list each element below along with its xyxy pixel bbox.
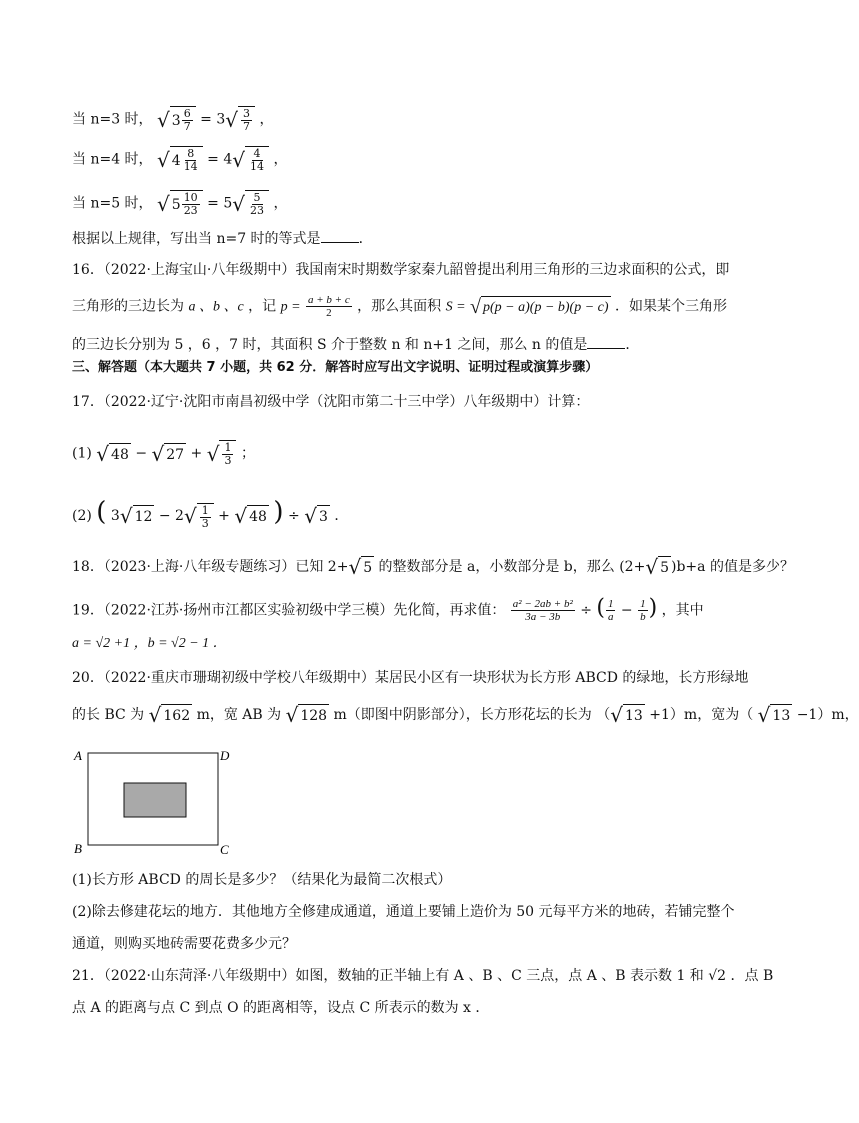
q19-fraction: $\frac{\text{a² − 2ab + b²}}{3a - 3b}$	[512, 598, 573, 623]
q20-line1: 20．（2022·重庆市珊瑚初级中学校八年级期中）某居民小区有一块形状为长方形 ABCD 的绿地，长方形绿地	[72, 670, 749, 686]
p-fraction: $\frac{a + b + c}{2}$	[307, 294, 350, 319]
answer-blank[interactable]	[587, 334, 625, 349]
sqrt-expression: √ 3 $\frac{6}{7}$	[157, 106, 196, 133]
q16-line3: 的三边长分别为 5 ，6 ，7 时，其面积 S 介于整数 n 和 n+1 之间，那么 n 的值是 ．	[72, 334, 639, 355]
q20-sub2-line2: 通道，则购买地砖需要花费多少元？	[72, 936, 296, 952]
q21-line2: 点 A 的距离与点 C 到点 O 的距离相等，设点 C 所表示的数为 x ．	[72, 1000, 490, 1016]
sqrt-expression: √ $\frac{5}{23}$	[232, 190, 269, 217]
area-sqrt: √ p(p − a)(p − b)(p − c)	[470, 295, 609, 318]
pattern-rule: 根据以上规律，写出当 n=7 时的等式是 ．	[72, 228, 373, 249]
q21-line1: 21．（2022·山东菏泽·八年级期中）如图，数轴的正半轴上有 A 、B 、C 三点，点 A 、B 表示数 1 和 √2 ．点 B	[72, 968, 774, 984]
corner-label-d: D	[220, 748, 230, 763]
rectangle-figure	[72, 748, 242, 858]
corner-label-a: A	[74, 748, 82, 763]
sqrt-expression: √ $\frac{3}{7}$	[225, 106, 255, 133]
sqrt-expression: √ 5 $\frac{10}{23}$	[157, 190, 203, 217]
q17-part2: (2) ( 3 √ 12 − 2 √ $\frac{1}{3}$ + √ 48 ) ÷ √ 3 ．	[72, 497, 349, 530]
q16-line2: 三角形的三边长为 a 、b 、c ，记 p = $\frac{a + b + c}{2}$ ，那么其面积 S = √ p(p − a)(p − b)(p − c) ．如果某个三角形	[72, 294, 727, 319]
pattern-line-n5: 当 n=5 时， √ 5 $\frac{10}{23}$ = 5 √ $\frac{5}{23}$ ，	[72, 191, 288, 217]
q17-title: 17．（2022·辽宁·沈阳市南昌初级中学（沈阳市第二十三中学）八年级期中）计算：	[72, 394, 590, 410]
line-prefix: 当 n=5 时，	[72, 195, 153, 212]
q20-sub2-line1: (2)除去修建花坛的地方．其他地方全修建成通道，通道上要铺上造价为 50 元每平方米的地砖，若铺完整个	[72, 904, 735, 920]
corner-label-b: B	[74, 841, 82, 856]
q20-line2: 的长 BC 为 √ 162 m，宽 AB 为 √ 128 m（即图中阴影部分），长方形花坛的长为 （ √ 13 +1）m，宽为（ √ 13 −1）m，	[72, 703, 859, 727]
q19-line2: a = √2 +1 ，b = √2 − 1 ．	[72, 636, 227, 651]
sqrt-expression: √ 4 $\frac{8}{14}$	[157, 146, 203, 173]
pattern-line-n4: 当 n=4 时， √ 4 $\frac{8}{14}$ = 4 √ $\frac{4}{14}$ ，	[72, 147, 288, 173]
section-heading: 三、解答题（本大题共 7 小题，共 62 分．解答时应写出文字说明、证明过程或演算步骤）	[72, 360, 599, 375]
rectangle-diagram	[72, 748, 242, 858]
q17-part1: (1) √ 48 − √ 27 + √ $\frac{1}{3}$ ；	[72, 441, 255, 467]
flowerbed-rectangle	[124, 783, 186, 817]
sqrt-expression: √ $\frac{4}{14}$	[232, 146, 269, 173]
q16-line1: 16．（2022·上海宝山·八年级期中）我国南宋时期数学家秦九韶曾提出利用三角形的三边求面积的公式，即	[72, 262, 730, 278]
q19-line1: 19．（2022·江苏·扬州市江都区实验初级中学三模）先化简，再求值： $\frac{\text{a² − 2ab + b²}}{3a - 3b}$ ÷ ( $\frac{1}{a}$ − $\frac{1}{b}$ ) ，其中	[72, 595, 704, 623]
corner-label-c: C	[220, 842, 229, 857]
q18-text: 18．（2023·上海·八年级专题练习）已知 2+ √ 5 的整数部分是 a，小数部分是 b，那么 (2+ √ 5 )b+a 的值是多少？	[72, 555, 794, 579]
answer-blank[interactable]	[321, 228, 359, 243]
line-prefix: 当 n=3 时，	[72, 111, 153, 128]
line-prefix: 当 n=4 时，	[72, 151, 153, 168]
q20-sub1: (1)长方形 ABCD 的周长是多少？（结果化为最简二次根式）	[72, 872, 452, 888]
pattern-line-n3: 当 n=3 时， √ 3 $\frac{6}{7}$ = 3 √ $\frac{3}{7}$ ，	[72, 107, 274, 133]
